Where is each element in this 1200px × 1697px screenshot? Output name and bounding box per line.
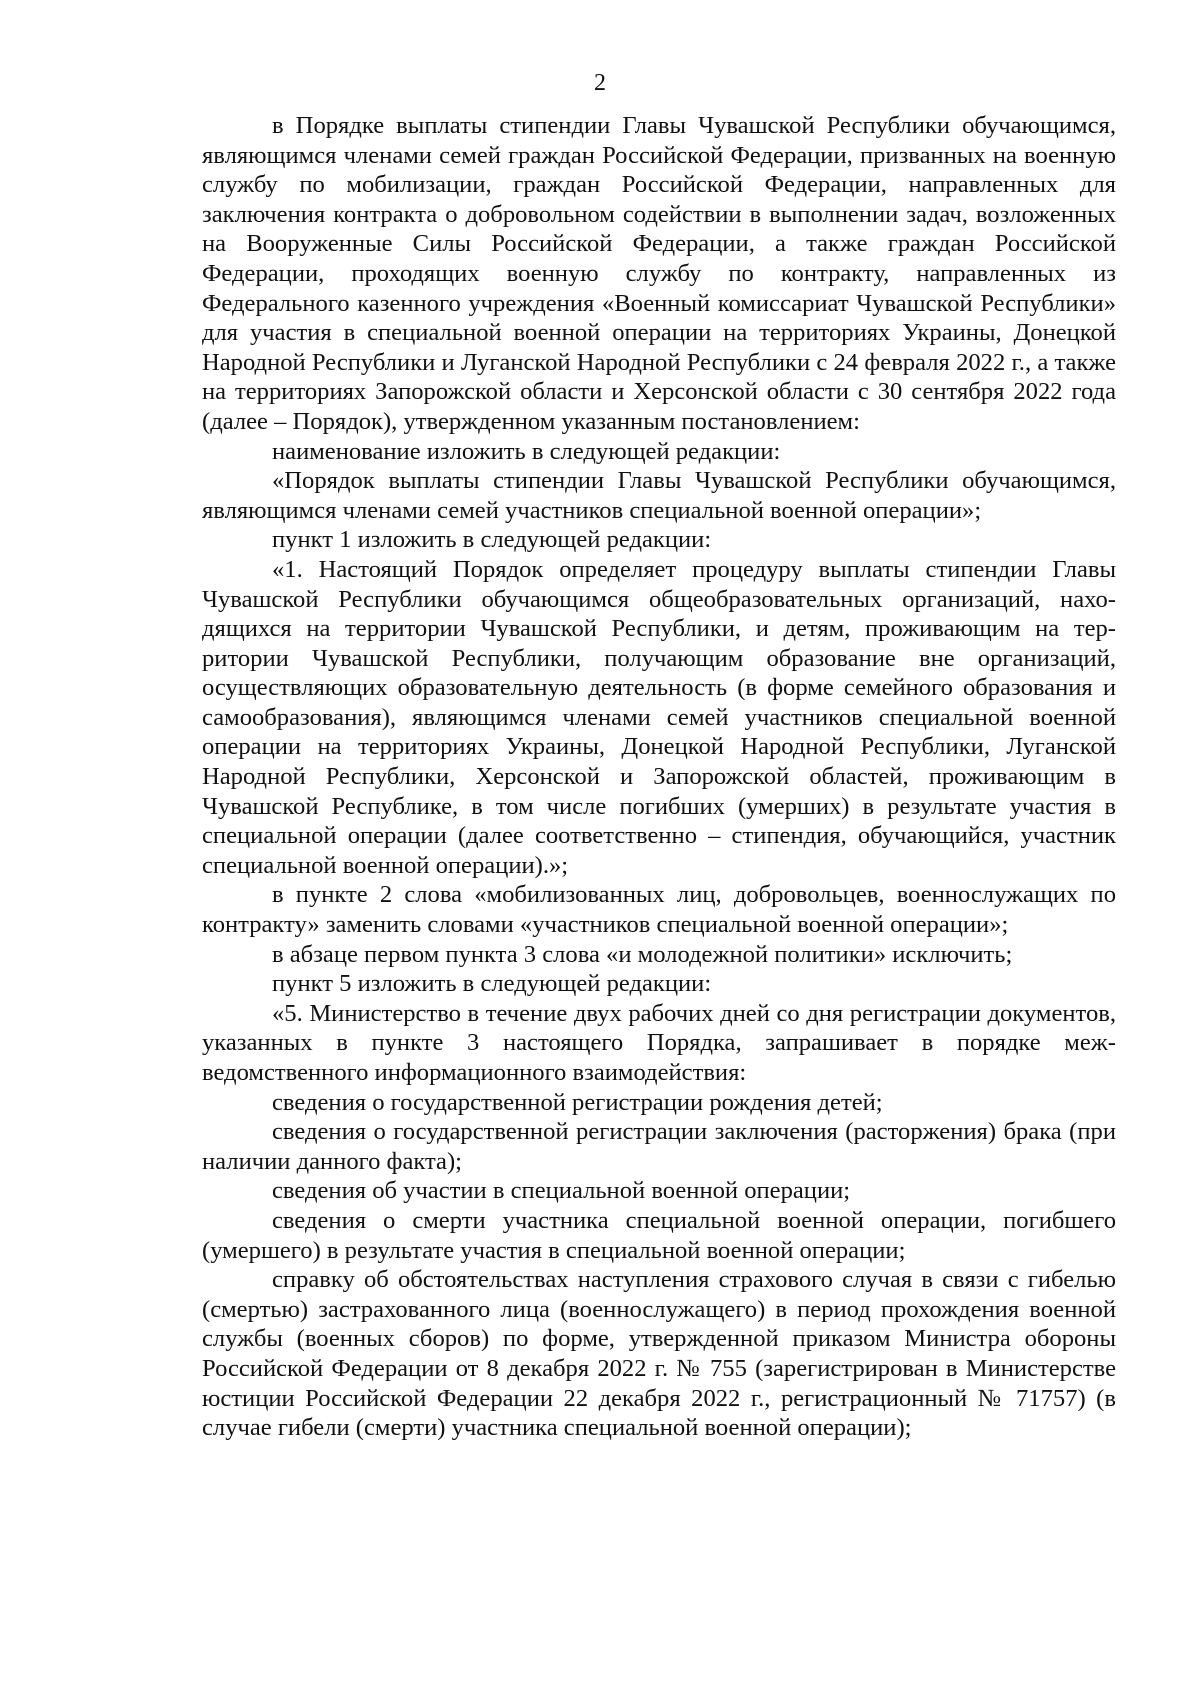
paragraph: «1. Настоящий Порядок определяет процедуру выплаты стипендии Главы Чувашской Республики обучающимся общеобразовательных организаций, находящихся на территории Чувашской Республики, и детям, проживающим на территории Чувашской Республики, получающим образование вне организаций, осуществляющих образовательную деятельность (в форме семейного образования и самообразования), являющимся членами семей участников специальной военной операции на территориях Украины, Донецкой Народной Республики, Луганской Народной Республики, Херсонской и Запорожской областей, проживающим в Чувашской Республике, в том числе погибших (умерших) в результате участия в специальной операции (далее соответственно – стипендия, обучающийся, участник специальной военной операции).»; xyxy=(202,555,1116,879)
paragraph: сведения об участии в специальной военной операции; xyxy=(272,1177,851,1205)
paragraph: сведения о государственной регистрации рождения детей; xyxy=(272,1088,883,1116)
paragraph: сведения о государственной регистрации заключения (расторжения) брака (при наличии данного факта); xyxy=(202,1118,1116,1175)
paragraph: пункт 1 изложить в следующей редакции: xyxy=(272,526,712,554)
paragraph: в абзаце первом пункта 3 слова «и молодежной политики» исключить; xyxy=(272,940,1013,968)
paragraph: «5. Министерство в течение двух рабочих дней со дня регистрации документов, указанных в пункте 3 настоящего Порядка, запрашивает в порядке межведомственного информационного взаимодействия: xyxy=(202,999,1116,1086)
paragraph: в пункте 2 слова «мобилизованных лиц, добровольцев, военнослужащих по контракту» заменить словами «участников специальной военной операции»; xyxy=(202,881,1116,939)
paragraph: «Порядок выплаты стипендии Главы Чувашской Республики обучающимся, являющимся членами семей участников специальной военной операции»; xyxy=(202,467,1116,524)
paragraph: в Порядке выплаты стипендии Главы Чувашской Республики обучающимся, являющимся членами семей граждан Российской Федерации, призванных на военную службу по мобилизации, граждан Российской Федерации, направленных для заключения контракта о добровольном содействии в выполнении задач, возложенных на Вооруженные Силы Российской Федерации, а также граждан Российской Федерации, проходящих военную службу по контракту, направленных из Федерального казенного учреждения «Военный комиссариат Чувашской Республики» для участия в специальной военной операции на территориях Украины, Донецкой Народной Республики и Луганской Народной Республики с 24 февраля 2022 г., а также на территориях Запорожской области и Херсонской области с 30 сентября 2022 года (далее – Порядок), утвержденном указанным постановлением: xyxy=(202,112,1116,435)
paragraph: наименование изложить в следующей редакции: xyxy=(272,437,781,465)
page-number: 2 xyxy=(594,70,606,96)
paragraph: справку об обстоятельствах наступления страхового случая в связи с гибелью (смертью) застрахованного лица (военнослужащего) в период прохождения военной службы (военных сборов) по форме, утвержденной приказом Министра обороны Российской Федерации от 8 декабря 2022 г. № 755 (зарегистрирован в Министерстве юстиции Российской Федерации 22 декабря 2022 г., регистрационный № 71757) (в случае гибели (смерти) участника специальной военной операции); xyxy=(202,1266,1116,1442)
paragraph: пункт 5 изложить в следующей редакции: xyxy=(272,970,712,998)
document-body xyxy=(202,111,1116,1443)
paragraph: сведения о смерти участника специальной военной операции, погибшего (умершего) в результате участия в специальной военной операции; xyxy=(202,1206,1116,1264)
